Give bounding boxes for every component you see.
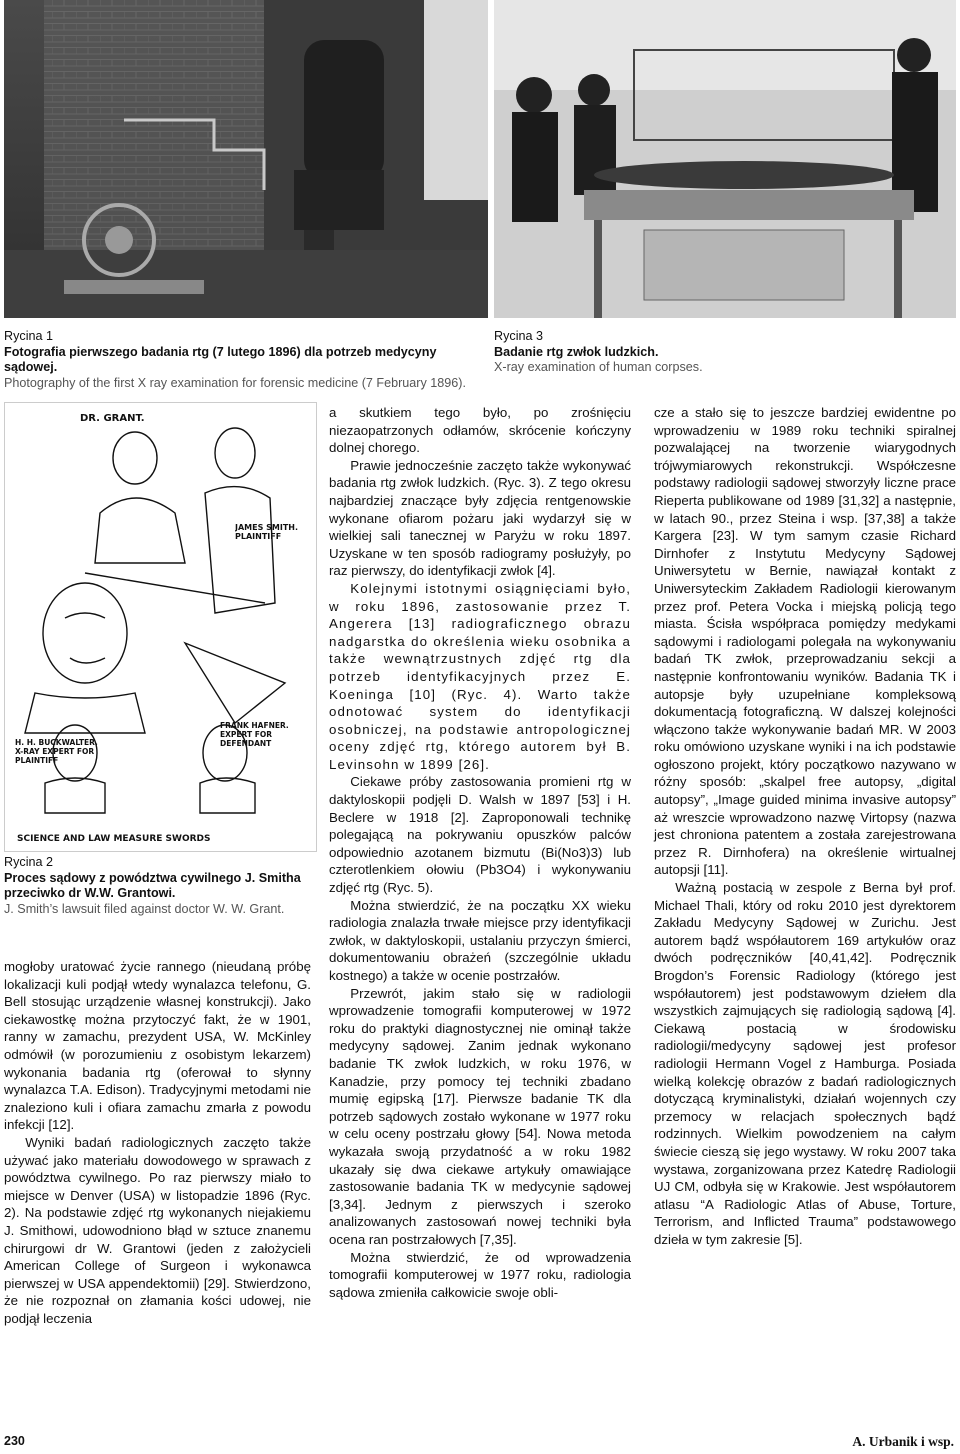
col2-paragraph-7: Można stwierdzić, że od wprowadzenia tomografii komputerowej w 1977 roku, radiologia sądowa zmieniła całkowicie swoje obli- [329,1249,631,1300]
col3-paragraph-1: cze a stało się to jeszcze bardziej ewidentne po wprowadzeniu w 1989 roku techniki spiralnej pozwalającej na tworzenie wiarygodnych trójwymiarowych rekonstrukcji. Współczesne podstawy radiologii sądowej stworzyły liczne prace Rieperta publikowane od 1989 [31,32] a następnie, w latach 90., przez Steina i wsp. [37,38] a także Kargera [23]. W tym samym czasie Richard Dirnhofer z Instytutu Medycyny Sądowej Uniwersytetu w Bernie, nawiązał kontakt z Uniwersyteckim Zakładem Radiologii kierowanym przez prof. Petera Vocka i miejską policją tego miasta. Ścisła współpraca pomiędzy medykami sądowymi i radiologami polegała na wykonywaniu badań TK zwłok, przeprowadzaniu sekcji a następnie konfrontowaniu wyników. Badania TK i autopsje były uzupełniane kompleksową dokumentacją fotograficzną. W dalszej kolejności włączono także wykonywanie badań MR. W 2003 roku omówiono uzyskane wyniki i na ich podstawie ogłoszono projekt, który początkowo nazywano w różny sposób: „skalpel free autopsy, „digital autopsy”, „Image guided minima invasive autopsy” aż wreszcie wprowadzono nazwę Virtopsy (nazwa jest chroniona patentem a została zarejestrowana przez R. Dirnhofera) na określenie wirtualnej autopsji [11]. [654,405,956,878]
sketch-drawing [5,403,316,851]
col2-paragraph-1: a skutkiem tego było, po zrośnięciu niezaopatrzonych odłamów, skrócenie kończyny dolnej chorego. [329,405,631,456]
figure-1-photo [4,0,488,318]
figure-1-caption [4,329,484,391]
figure-2-title-en: J. Smith’s lawsuit filed against doctor W. W. Grant. [4,901,285,916]
col2-paragraph-4: Ciekawe próby zastosowania promieni rtg w daktyloskopii podjęli D. Walsh w 1897 [53] i H. Beclere w 1918 [2]. Zaproponowali technikę polegającą na pokrywaniu opuszków palców odpowiednio azotanem bizmutu (Bi(No3)3) lub czterotlenkiem ołowiu (Pb3O4) i wykonywaniu zdjęć rtg (Ryc. 5). [329,774,631,896]
figure-2-title-pl: Proces sądowy z powództwa cywilnego J. Smitha przeciwko dr W.W. Grantowi. [4,870,301,900]
photo-xray-room-1896 [4,0,488,318]
figure-2-caption [4,855,310,917]
sketch-label-hafner: FRANK HAFNER. EXPERT FOR DEFENDANT [220,721,289,748]
page-number: 230 [4,1434,25,1448]
col2-paragraph-5: Można stwierdzić, że na początku XX wieku radiologia znalazła trwałe miejsce przy identyfikacji zwłok, w daktyloskopii, ustalaniu przyczyn śmierci, dokumentowaniu obrażeń (szczególnie układu kostnego) a także w ocenie postrzałów. [329,897,631,983]
col2-paragraph-2: Prawie jednocześnie zaczęto także wykonywać badania rtg zwłok ludzkich. (Ryc. 3). Z tego okresu najbardziej znaczące były zdjęcia rentgenowskie wykonane ofiarom pożaru jaki wydarzył się w wielkiej sali tanecznej w Paryżu w roku 1897. Uzyskane w ten sposób radiogramy posłużyły, po raz pierwszy, do identyfikacji zwłok [4]. [329,457,631,579]
col3-paragraph-2: Ważną postacią w zespole z Berna był prof. Michael Thali, który od roku 2010 jest dyrektorem Zakładu Medycyny Sądowej w Zurichu. Jest autorem bądź współautorem 169 artykułów oraz dwóch podręczników [40,41,42]. Podręcznik Brogdon’s Forensic Radiology (którego jest współautorem) jest podstawowym dziełem dla wszystkich zajmujących się radiologią sądową [4]. Ciekawą postacią w środowisku radiologii/medycyny sądowej jest profesor radiologii Hermann Vogel z Hamburga. Posiada wielką kolekcję obrazów z badań radiologicznych dotyczącą kryminalistyki, działań wojennych czy przemocy w relacjach społecznych bądź rodzinnych. Wielkim powodzeniem na całym świecie cieszą się jego wystawy. W roku 2007 taka wystawa, zorganizowana przez Katedrę Radiologii UJ CM, odbyła się w Krakowie. Jest współautorem atlasu “A Radiologic Atlas of Abuse, Torture, Terrorism, and Inflicted Trauma” podstawowego dzieła w tym zakresie [5]. [654,880,956,1247]
figure-1-title-pl: Fotografia pierwszego badania rtg (7 lutego 1896) dla potrzeb medycyny sądowej. [4,344,437,374]
sketch-banner: SCIENCE AND LAW MEASURE SWORDS [17,834,211,844]
running-footer-authors: A. Urbanik i wsp. [852,1434,954,1449]
figure-1-label: Rycina 1 [4,329,53,343]
sketch-label-james-smith: JAMES SMITH. PLAINTIFF [235,523,299,541]
figure-2-sketch [4,402,317,852]
col2-paragraph-3: Kolejnymi istotnymi osiągnięciami było, w roku 1896, zastosowanie przez T. Angerera [13] radiograficznego obrazu nadgarstka do określenia wieku osobnika a także wewnątrzustnych zdjęć rtg dla potrzeb identyfikacyjnych przez E. Koeninga [10] (Ryc. 4). Warto także odnotować system do identyfikacji osobniczej, na podstawie antropologicznej oceny zdjęć rtg, którego autorem był B. Levinsohn w 1899 [26]. [329,580,631,772]
col2-paragraph-6: Przewrót, jakim stało się w radiologii wprowadzenie tomografii komputerowej w 1972 roku do praktyki diagnostycznej nie ominął także medycyny sądowej. Zanim jednak wykonano badanie TK zwłok ludzkich, w roku 1976, w Kanadzie, przy pomocy tej techniki zbadano mumię egipską [17]. Pierwsze badanie TK dla potrzeb sądowych zostało wykonane w 1977 roku w celu oceny postrzału głowy [54]. Nowa metoda wykazała swoją przydatność a w roku 1982 ukazały się dwa ciekawe artykuły omawiające zastosowanie badania TK w medycynie sądowej [3,34]. Jednym z pierwszych i szeroko analizowanych zastosowań nowej techniki była ocena ran postrzałowych [7,35]. [329,985,631,1247]
text-column-1 [4,958,311,1327]
col1-paragraph-1: mogłoby uratować życie rannego (nieudaną próbę lokalizacji kuli podjął wtedy wynalazca telefonu, G. Bell stosując urządzenie własnej konstrukcji). Jako ciekawostkę można przytoczyć fakt, że w 1901, ranny w zamachu, prezydent USA, W. McKinley odmówił (w porozumieniu z osobistym lekarzem) wykonania badania rtg (oferował to słynny wynalazca T.A. Edison). Tradycyjnymi metodami nie znaleziono kuli i ofiara zamachu zmarła z powodu infekcji [12]. [4,959,311,1133]
text-column-2 [329,404,631,1301]
figure-3-caption [494,329,954,376]
text-column-3 [654,404,956,1249]
figure-2-label: Rycina 2 [4,855,53,869]
col1-paragraph-2: Wyniki badań radiologicznych zaczęto także używać jako materiału dowodowego w sprawach z powództwa cywilnego. Po raz pierwszy miało to miejsce w Denver (USA) w listopadzie 1896 (Ryc. 2). Na podstawie zdjęć rtg wykonanych niejakiemu J. Smithowi, udowodniono błąd w sztuce znanemu chirurgowi dr W. Grantowi (jeden z założycieli American College of Surgeon i wykonawca pierwszej w USA appendektomii) [29]. Stwierdzono, że nie rozpoznał on złamania kości udowej, nie podjął leczenia [4,1134,311,1326]
figure-3-photo [494,0,956,318]
figure-1-title-en: Photography of the first X ray examination for forensic medicine (7 February 1896). [4,375,466,390]
sketch-label-buckwalter: H. H. BUCKWALTER. X-RAY EXPERT FOR PLAINTIFF [15,738,98,765]
figure-3-title-en: X-ray examination of human corpses. [494,360,703,374]
photo-corpse-xray [494,0,956,318]
figure-3-title-pl: Badanie rtg zwłok ludzkich. [494,344,659,359]
figure-3-label: Rycina 3 [494,329,543,343]
sketch-label-dr-grant: DR. GRANT. [80,413,145,424]
